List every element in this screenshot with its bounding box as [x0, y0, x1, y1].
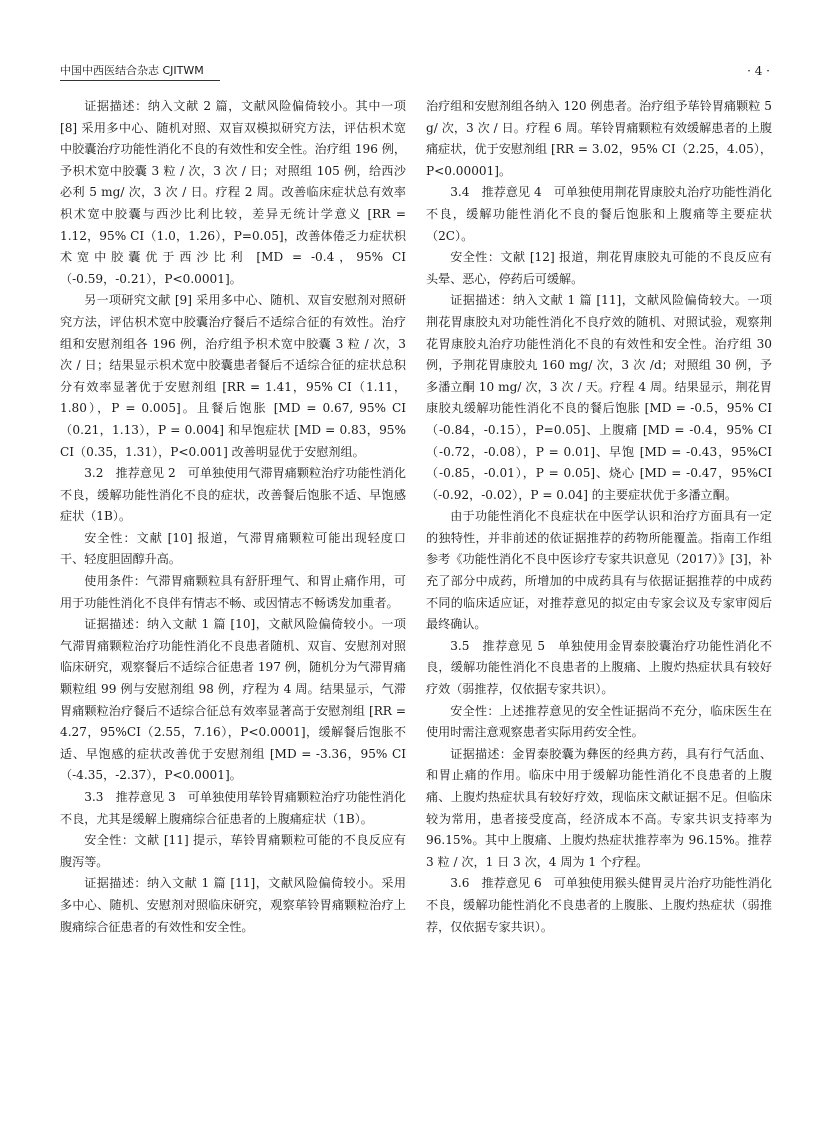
paragraph: 安全性：文献 [10] 报道，气滞胃痛颗粒可能出现轻度口干、轻度胆固醇升高。 [60, 530, 406, 567]
paragraph: 另一项研究文献 [9] 采用多中心、随机、双盲安慰剂对照研究方法，评估枳术宽中胶囊治疗餐后不适综合征的有效性。治疗组和安慰剂组各 196 例，治疗组予枳术宽中胶囊 3 粒 / 次，3 次 / 日；结果显示枳术宽中胶囊患者餐后不适综合征的症状总积分有效率显著优于安慰剂组 [RR = 1.41，95% CI（1.11，1.80），P = 0.005]。且餐后饱胀 [MD = 0.67, 95% CI（0.21，1.13），P = 0.004] 和早饱症状 [MD = 0.83，95% CI（0.35，1.31），P<0.001] 改善明显优于安慰剂组。 [60, 293, 406, 459]
paragraph: 安全性：上述推荐意见的安全性证据尚不充分，临床医生在使用时需注意观察患者实际用药安全性。 [426, 703, 772, 740]
paragraph: 证据描述：纳入文献 1 篇 [10]，文献风险偏倚较小。一项气滞胃痛颗粒治疗功能性消化不良患者随机、双盲、安慰剂对照临床研究，观察餐后不适综合征患者 197 例，随机分为气滞胃痛颗粒组 99 例与安慰剂组 98 例，疗程为 4 周。结果显示，气滞胃痛颗粒治疗餐后不适综合征总有效率显著高于安慰剂组 [RR = 4.27，95%CI（2.55，7.16），P<0.0001]，缓解餐后饱胀不适、早饱感的症状改善优于安慰剂组 [MD = -3.36，95% CI（-4.35，-2.37），P<0.0001]。 [60, 617, 406, 783]
section-heading: 3.2 推荐意见 2 可单独使用气滞胃痛颗粒治疗功能性消化不良，缓解功能性消化不良的症状，改善餐后饱胀不适、早饱感症状（1B）。 [60, 466, 406, 524]
paragraph: 证据描述：金胃泰胶囊为彝医的经典方药，具有行气活血、和胃止痛的作用。临床中用于缓解功能性消化不良患者的上腹痛、上腹灼热症状具有较好疗效，现临床文献证据不足。但临床较为常用，患者接受度高，经济成本不高。专家共识支持率为 96.15%。其中上腹痛、上腹灼热症状推荐率为 96.15%。推荐 3 粒 / 次，1 日 3 次，4 周为 1 个疗程。 [426, 746, 772, 869]
header-rule [60, 80, 220, 81]
paragraph: 使用条件：气滞胃痛颗粒具有舒肝理气、和胃止痛作用，可用于功能性消化不良伴有情志不畅、或因情志不畅诱发加重者。 [60, 574, 406, 610]
paragraph: 证据描述：纳入文献 1 篇 [11]，文献风险偏倚较大。一项荆花胃康胶丸对功能性消化不良疗效的随机、对照试验，观察荆花胃康胶丸治疗功能性消化不良的有效性和安全性。治疗组 30 例，予荆花胃康胶丸 160 mg/ 次，3 次 /d；对照组 30 例，予多潘立酮 10 mg/ 次，3 次 / 天。疗程 4 周。结果显示，荆花胃康胶丸缓解功能性消化不良的餐后饱胀 [MD = -0.5，95% CI（-0.84，-0.15），P=0.05]、上腹痛 [MD = -0.4，95% CI（-0.72，-0.08），P = 0.01]、早饱 [MD = -0.43，95%CI（-0.85，-0.01），P = 0.05]、烧心 [MD = -0.47，95%CI（-0.92，-0.02），P = 0.04] 的主要症状优于多潘立酮。 [426, 293, 772, 502]
journal-title: 中国中西医结合杂志 CJITWM [60, 64, 204, 77]
paragraph: 证据描述：纳入文献 2 篇，文献风险偏倚较小。其中一项 [8] 采用多中心、随机对照、双盲双模拟研究方法，评估枳术宽中胶囊治疗功能性消化不良的有效性和安全性。治疗组 196 例，予枳术宽中胶囊 3 粒 / 次，3 次 / 日；对照组 105 例，给西沙必利 5 mg/ 次，3 次 / 日。疗程 2 周。改善临床症状总有效率枳术宽中胶囊与西沙比利比较，差异无统计学意义 [RR = 1.12，95% CI（1.0，1.26），P=0.05]，改善体倦乏力症状枳术宽中胶囊优于西沙比利 [MD = -0.4，95% CI（-0.59，-0.21），P<0.0001]。 [60, 99, 406, 286]
paragraph: 由于功能性消化不良症状在中医学认识和治疗方面具有一定的独特性，并非前述的依证据推荐的药物所能覆盖。指南工作组参考《功能性消化不良中医诊疗专家共识意见（2017）》[3]，补充了部分中成药，所增加的中成药具有与依据证据推荐的中成药不同的临床适应证，对推荐意见的拟定由专家会议及专家审阅后最终确认。 [426, 509, 772, 632]
page-header [60, 64, 770, 84]
paragraph: 证据描述：纳入文献 1 篇 [11]，文献风险偏倚较小。采用多中心、随机、安慰剂对照临床研究，观察荜铃胃痛颗粒治疗上腹痛综合征患者的有效性和安全性。 [60, 876, 406, 934]
section-heading: 3.5 推荐意见 5 单独使用金胃泰胶囊治疗功能性消化不良，缓解功能性消化不良患者的上腹痛、上腹灼热症状具有较好疗效（弱推荐，仅依据专家共识）。 [426, 638, 772, 697]
right-column [426, 96, 772, 938]
paragraph: 治疗组和安慰剂组各纳入 120 例患者。治疗组予荜铃胃痛颗粒 5 g/ 次，3 次 / 日。疗程 6 周。荜铃胃痛颗粒有效缓解患者的上腹痛症状，优于安慰剂组 [RR = 3.02，95% CI（2.25，4.05），P<0.00001]。 [426, 99, 772, 178]
section-heading: 3.6 推荐意见 6 可单独使用猴头健胃灵片治疗功能性消化不良，缓解功能性消化不良患者的上腹胀、上腹灼热症状（弱推荐，仅依据专家共识）。 [426, 876, 772, 934]
paragraph: 安全性：文献 [12] 报道，荆花胃康胶丸可能的不良反应有头晕、恶心，停药后可缓解。 [426, 250, 772, 286]
left-column [60, 96, 406, 938]
page-number: · 4 · [747, 64, 770, 78]
section-heading: 3.3 推荐意见 3 可单独使用荜铃胃痛颗粒治疗功能性消化不良，尤其是缓解上腹痛综合征患者的上腹痛症状（1B）。 [60, 790, 406, 826]
section-heading: 3.4 推荐意见 4 可单独使用荆花胃康胶丸治疗功能性消化不良，缓解功能性消化不良的餐后饱胀和上腹痛等主要症状（2C）。 [426, 185, 772, 243]
paragraph: 安全性：文献 [11] 提示，荜铃胃痛颗粒可能的不良反应有腹泻等。 [60, 833, 406, 869]
